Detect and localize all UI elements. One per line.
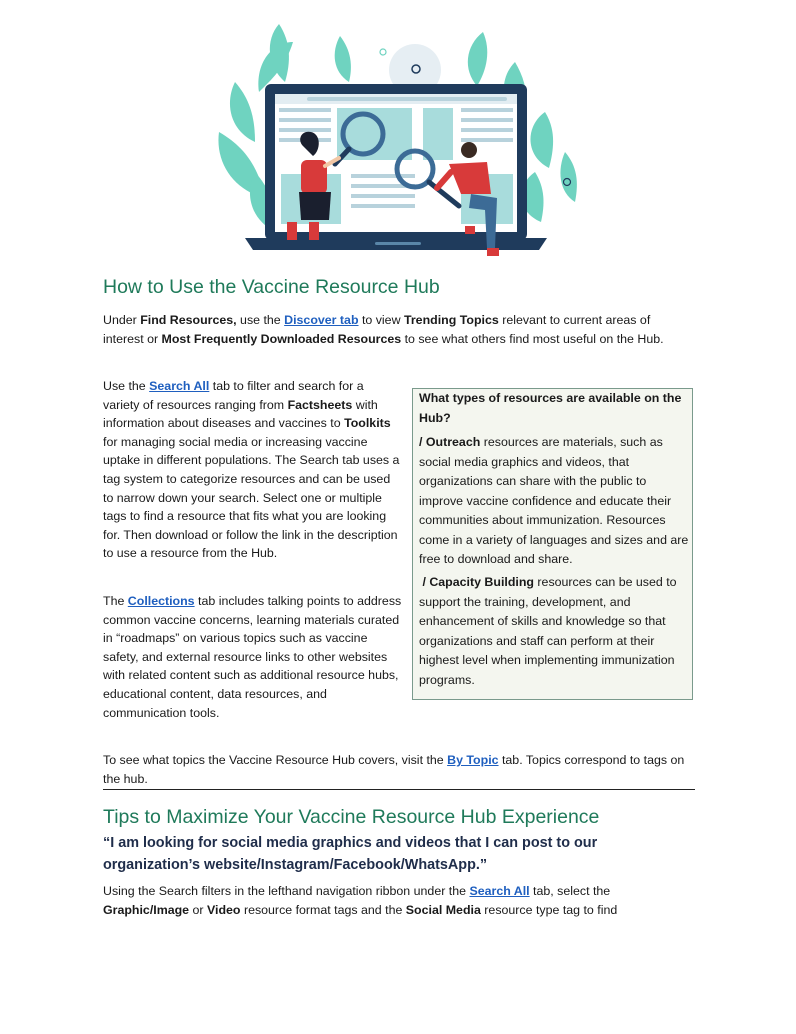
capacity-building-label: / Capacity Building [422,575,534,589]
factsheets-label: Factsheets [287,397,353,412]
search-all-link[interactable]: Search All [469,884,530,898]
collections-link[interactable]: Collections [127,594,195,608]
text-run: Use the [103,379,150,393]
section-heading-how-to-use: How to Use the Vaccine Resource Hub [103,276,440,298]
video-label: Video [206,902,241,917]
text-run: resource format tags and the [240,902,406,917]
text-run: tab. Topics correspond to tags on the hub. [103,753,685,786]
text-run: with information about diseases and vaccines to [103,397,378,431]
resource-types-callout [412,388,693,700]
user-quote: “I am looking for social media graphics and videos that I can post to our organization’s website/Instagram/Facebook/WhatsApp.” [103,835,598,873]
text-run: for managing social media or increasing vaccine uptake in different populations. The Search tab uses a tag system to categorize resources and can be used to narrow down your search. Select one or multiple tags to find a resource that fits what you are looking for. Then download or follow the link in the description to use a resource from the Hub. [103,434,400,561]
hero-illustration [215,22,585,262]
outreach-label: / Outreach [419,435,481,449]
text-run: to view [358,313,404,327]
trending-topics-label: Trending Topics [403,313,499,327]
text-run: tab to filter and search for a variety of resources ranging from [103,379,364,412]
text-run: to see what others find most useful on the Hub. [401,331,664,346]
text-run: tab, select the [529,884,611,898]
search-all-paragraph [103,377,403,563]
text-run: To see what topics the Vaccine Resource Hub covers, visit the [103,753,448,767]
text-run: tab includes talking points to address common vaccine concerns, learning materials curated in “roadmaps” on various topics such as vaccine safety, and external resource links to other websites with related content such as additional resource hubs, educational content, data resources, and communication tools. [103,594,402,720]
by-topic-paragraph [103,751,693,788]
by-topic-link[interactable]: By Topic [447,753,499,767]
text-run: use the [236,313,285,327]
text-run: The [103,594,128,608]
text-run: resources are materials, such as social media graphics and videos, that organizations can share with the public to improve vaccine confidence and educate their communities about immunization. Resources come in a variety of languages and sizes and are free to download and share. [419,435,689,566]
find-resources-label: Find Resources, [140,313,237,327]
section-divider [103,789,695,790]
text-run: Using the Search filters in the lefthand navigation ribbon under the [103,884,470,898]
search-all-link[interactable]: Search All [149,379,210,393]
text-run: or [189,902,207,917]
discover-tab-link[interactable]: Discover tab [284,313,359,327]
text-run: resource type tag to find [480,902,618,917]
graphic-image-label: Graphic/Image [103,902,190,917]
text-run: relevant to current areas of interest or [103,313,651,346]
toolkits-label: Toolkits [344,416,391,431]
text-run: Under [103,313,141,327]
intro-paragraph [103,311,693,348]
callout-outreach [419,433,691,570]
text-run: resources can be used to support the training, development, and enhancement of skills and knowledge so that organizations and staff can perform at their highest level when implementing immunization programs. [419,575,677,687]
callout-capacity-building [419,573,691,690]
search-filters-paragraph [103,882,695,919]
callout-question: What types of resources are available on the Hub? [419,391,682,425]
most-downloaded-label: Most Frequently Downloaded Resources [161,331,402,346]
collections-paragraph [103,592,403,722]
social-media-label: Social Media [405,902,481,917]
section-heading-tips: Tips to Maximize Your Vaccine Resource Hub Experience [103,806,600,828]
